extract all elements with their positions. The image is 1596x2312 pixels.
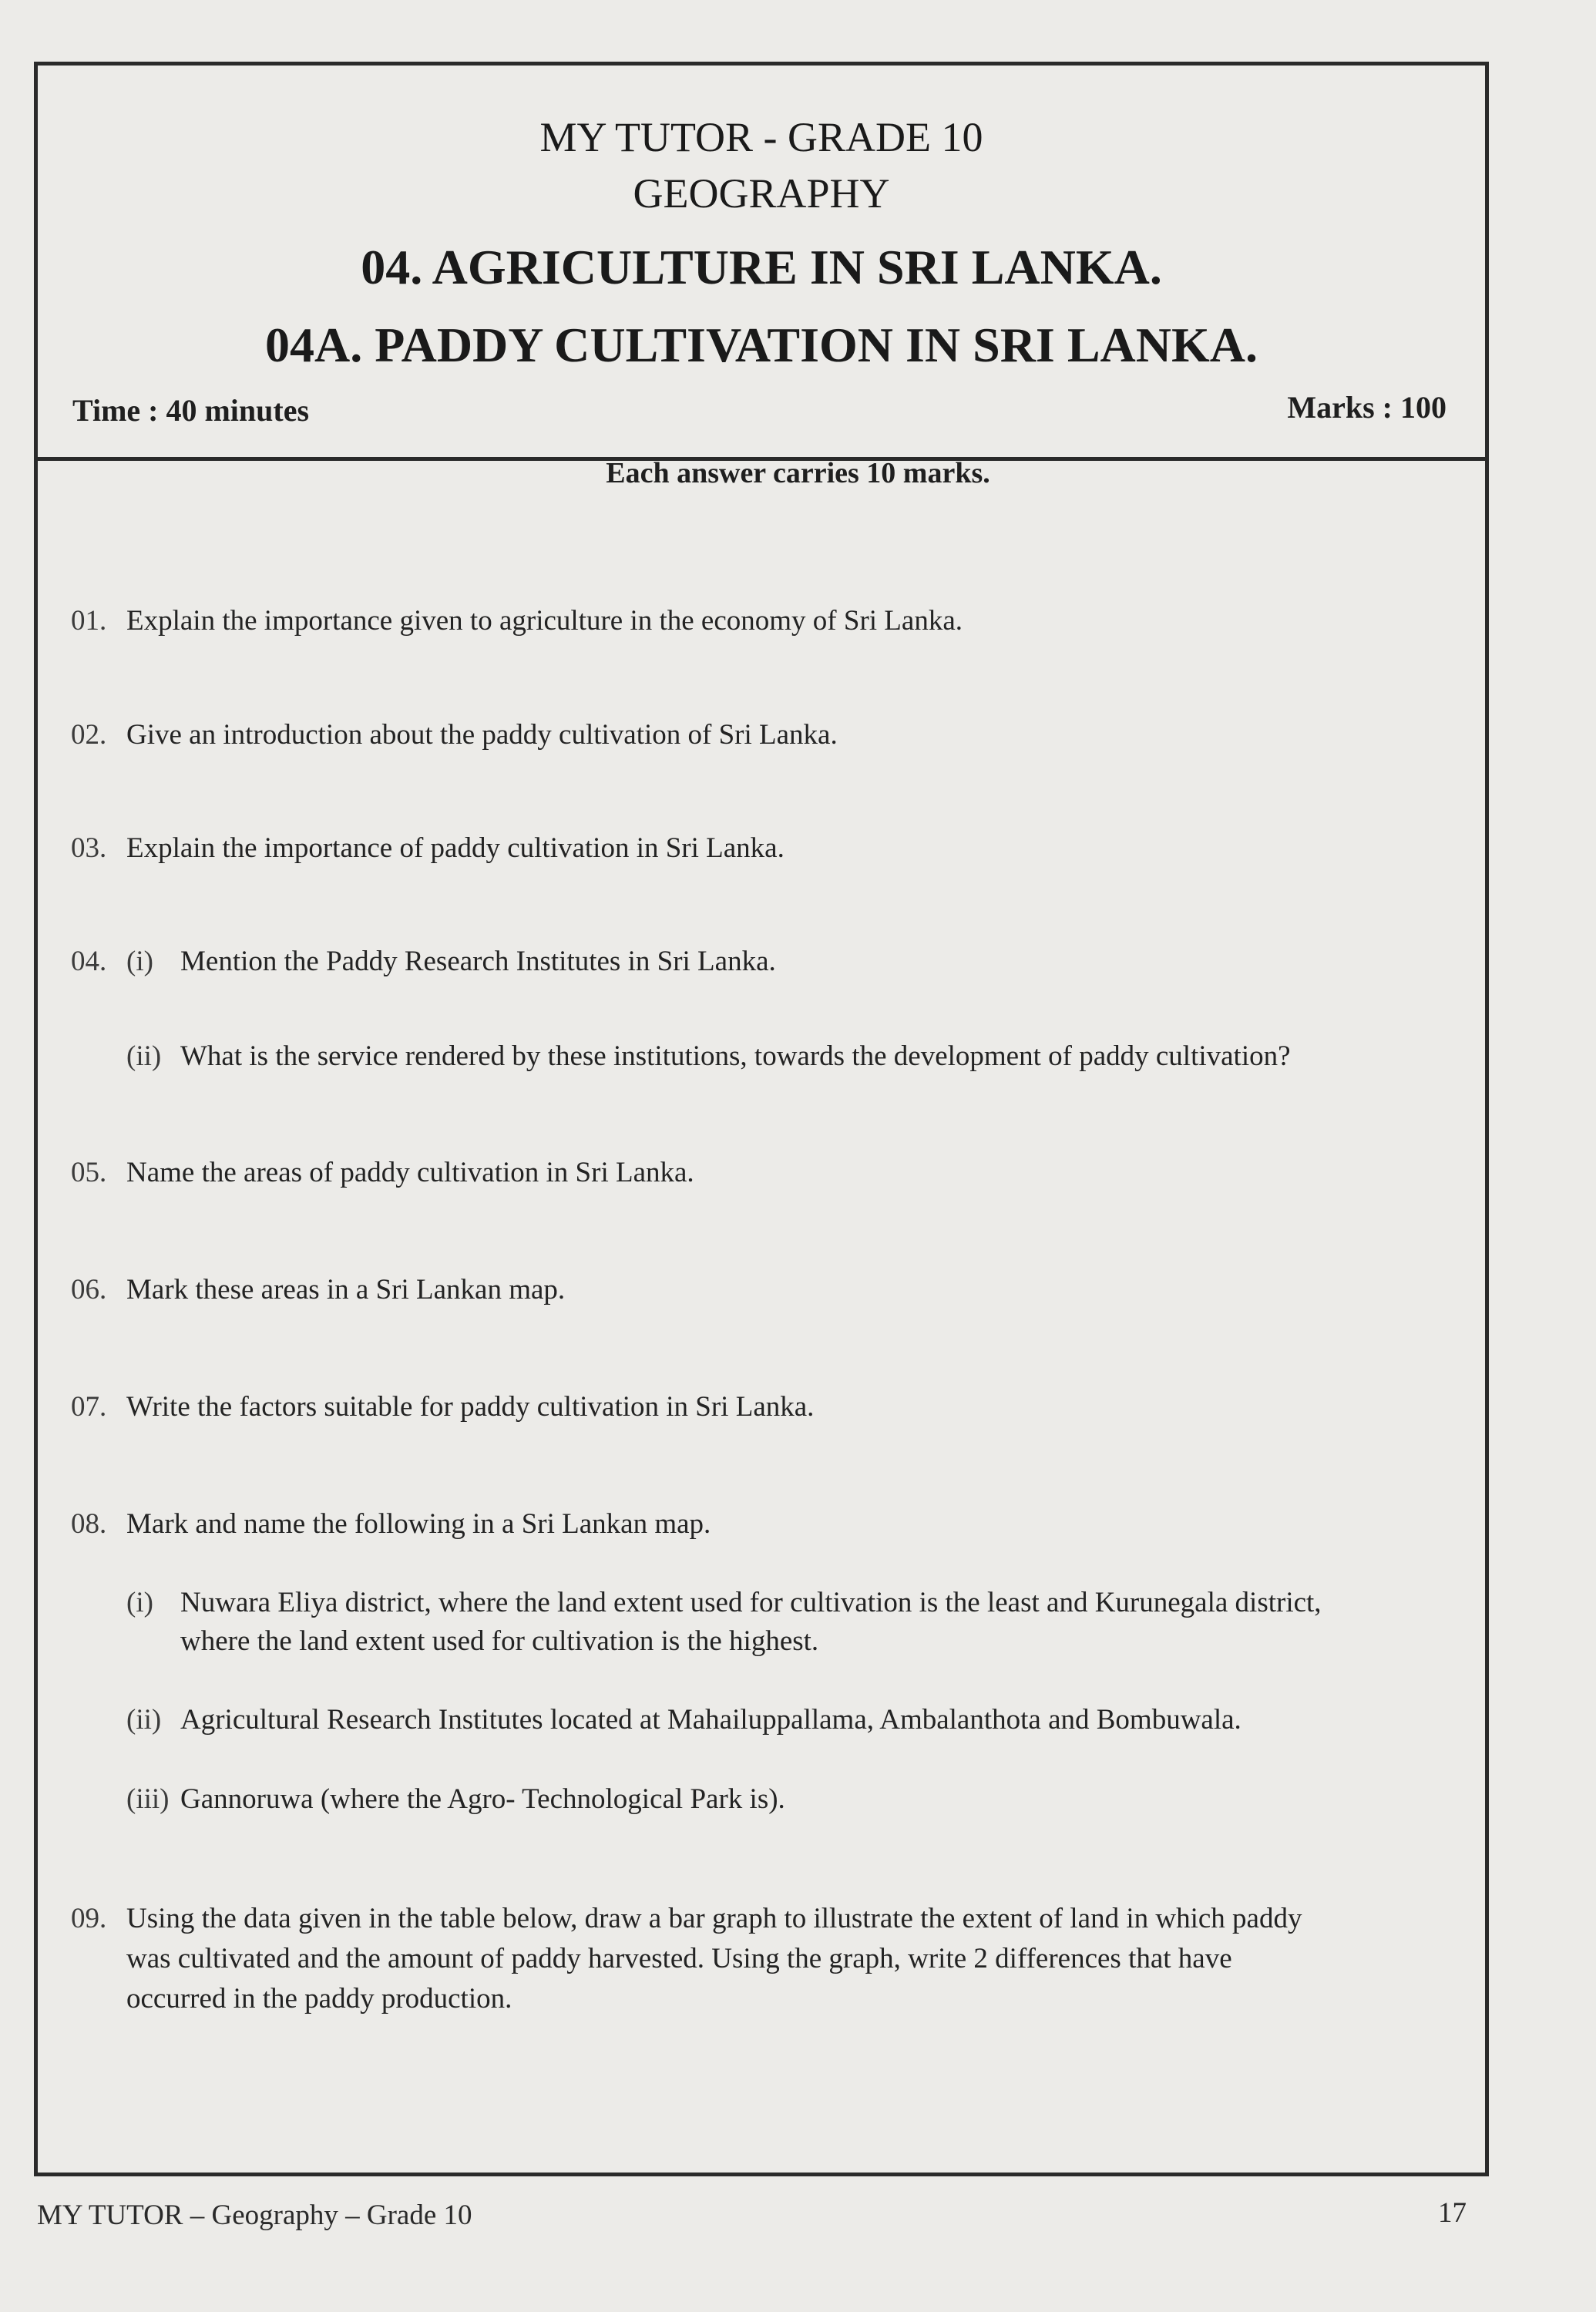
part-text: Gannoruwa (where the Agro- Technological Park is). <box>180 1783 785 1815</box>
part-text: Mention the Paddy Research Institutes in Sri Lanka. <box>180 946 776 977</box>
question-text: Give an introduction about the paddy cultivation of Sri Lanka. <box>126 719 838 751</box>
part-label: (ii) <box>126 1040 162 1072</box>
question-number: 07. <box>71 1391 107 1423</box>
question-number: 06. <box>71 1274 107 1306</box>
question-text: Mark and name the following in a Sri Lankan map. <box>126 1508 711 1540</box>
question-number: 01. <box>71 605 107 637</box>
question-number: 08. <box>71 1508 107 1540</box>
page-frame <box>34 62 1489 2176</box>
question-number: 05. <box>71 1157 107 1188</box>
part-text-line-1: Nuwara Eliya district, where the land extent used for cultivation is the least and Kurunegala district, <box>180 1587 1322 1618</box>
part-label: (i) <box>126 946 153 977</box>
header-box <box>38 66 1485 461</box>
part-text: Agricultural Research Institutes located at Mahailuppallama, Ambalanthota and Bombuwala. <box>180 1704 1242 1736</box>
question-text-line-1: Using the data given in the table below, draw a bar graph to illustrate the extent of land in which paddy <box>126 1903 1302 1934</box>
question-text-line-3: occurred in the paddy production. <box>126 1983 512 2015</box>
subject-title: GEOGRAPHY <box>633 170 890 217</box>
chapter-title: 04. AGRICULTURE IN SRI LANKA. <box>361 240 1162 294</box>
question-text: Explain the importance given to agriculture in the economy of Sri Lanka. <box>126 605 963 637</box>
question-text: Write the factors suitable for paddy cultivation in Sri Lanka. <box>126 1391 815 1423</box>
time-label: Time : 40 minutes <box>72 393 310 428</box>
question-text: Explain the importance of paddy cultivation in Sri Lanka. <box>126 832 785 864</box>
part-text-line-2: where the land extent used for cultivation is the highest. <box>180 1625 819 1657</box>
part-text: What is the service rendered by these institutions, towards the development of paddy cultivation? <box>180 1040 1291 1072</box>
page-number: 17 <box>1438 2197 1467 2229</box>
section-title: 04A. PADDY CULTIVATION IN SRI LANKA. <box>265 318 1258 372</box>
part-label: (ii) <box>126 1704 162 1736</box>
marks-label: Marks : 100 <box>1287 390 1446 425</box>
question-text: Mark these areas in a Sri Lankan map. <box>126 1274 566 1306</box>
part-label: (i) <box>126 1587 153 1618</box>
instruction-text: Each answer carries 10 marks. <box>606 457 990 489</box>
question-number: 04. <box>71 946 107 977</box>
question-number: 09. <box>71 1903 107 1934</box>
question-text: Name the areas of paddy cultivation in Sri Lanka. <box>126 1157 694 1188</box>
question-text-line-2: was cultivated and the amount of paddy harvested. Using the graph, write 2 differences that have <box>126 1943 1232 1974</box>
footer-title: MY TUTOR – Geography – Grade 10 <box>37 2199 472 2231</box>
series-title: MY TUTOR - GRADE 10 <box>539 114 983 160</box>
question-number: 02. <box>71 719 107 751</box>
question-number: 03. <box>71 832 107 864</box>
part-label: (iii) <box>126 1783 170 1815</box>
